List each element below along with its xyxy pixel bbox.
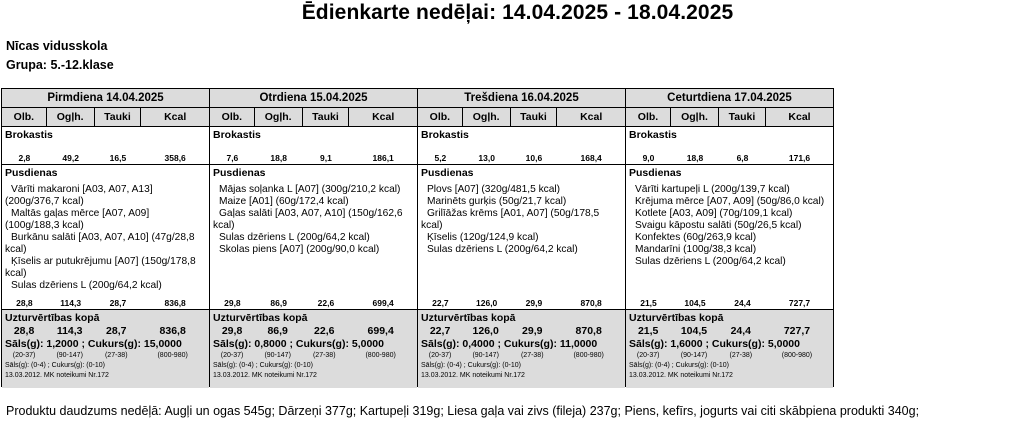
lunch-totals bbox=[2, 298, 209, 309]
list-item: Plovs [A07] (320g/481,5 kcal) bbox=[427, 184, 561, 195]
value-fat: 16,5 bbox=[109, 153, 127, 163]
col-kcal: Kcal bbox=[164, 111, 187, 123]
breakfast-totals bbox=[626, 153, 833, 164]
nutrition-summary bbox=[626, 310, 833, 388]
lunch-label: Pusdienas bbox=[213, 167, 266, 179]
day-column bbox=[626, 89, 833, 386]
weekly-products-summary: Produktu daudzums nedēļā: Augļi un ogas 545g; Dārzeņi 377g; Kartupeļi 319g; Liesa gaļa vai zivs (fileja) 237g; Piens, kefīrs, jogurts vai citi skābpiena produkti 340g; bbox=[6, 404, 920, 418]
value-protein: 29,8 bbox=[224, 298, 241, 308]
group-label: Grupa: 5.-12.klase bbox=[6, 58, 114, 72]
day-header: Pirmdiena 14.04.2025 bbox=[2, 89, 209, 108]
value-kcal: 727,7 bbox=[783, 325, 811, 337]
nutrition-summary bbox=[2, 310, 209, 388]
col-carbs: Ogļh. bbox=[671, 108, 719, 126]
summary-title: Uzturvērtības kopā bbox=[629, 312, 724, 324]
lunch-totals bbox=[626, 298, 833, 309]
summary-title: Uzturvērtības kopā bbox=[213, 312, 308, 324]
value-carbs: 13,0 bbox=[478, 153, 495, 163]
col-protein: Olb. bbox=[210, 108, 255, 126]
regulation-note: 13.03.2012. MK noteikumi Nr.172 bbox=[5, 372, 109, 379]
lunch-totals bbox=[210, 298, 417, 309]
menu-grid bbox=[1, 88, 834, 387]
list-item: Ķīselis (120g/124,9 kcal) bbox=[427, 232, 539, 243]
list-item: Krējuma mērce [A07, A09] (50g/86,0 kcal) bbox=[635, 196, 825, 207]
column-headers bbox=[210, 108, 417, 127]
norm-ranges bbox=[210, 351, 414, 361]
breakfast-section bbox=[418, 127, 625, 165]
norm-ranges bbox=[626, 351, 830, 361]
list-item: Kotlete [A03, A09] (70g/109,1 kcal) bbox=[635, 208, 793, 219]
value-protein: 9,0 bbox=[642, 153, 655, 163]
range-carbs: (90-147) bbox=[680, 352, 708, 359]
value-kcal: 836,8 bbox=[164, 298, 186, 308]
salt-sugar: Sāls(g): 0,4000 ; Cukurs(g): 11,0000 bbox=[421, 338, 598, 350]
value-protein: 21,5 bbox=[637, 325, 659, 337]
value-fat: 28,7 bbox=[106, 325, 127, 337]
breakfast-section bbox=[210, 127, 417, 165]
salt-sugar: Sāls(g): 1,6000 ; Cukurs(g): 5,0000 bbox=[629, 338, 800, 350]
breakfast-section bbox=[626, 127, 833, 165]
salt-sugar: Sāls(g): 0,8000 ; Cukurs(g): 5,0000 bbox=[213, 338, 384, 350]
day-totals bbox=[210, 325, 414, 338]
breakfast-section bbox=[2, 127, 209, 165]
col-fat: Tauki bbox=[719, 108, 766, 126]
value-protein: 21,5 bbox=[640, 298, 657, 308]
value-fat: 10,6 bbox=[525, 153, 543, 163]
col-kcal: Kcal bbox=[372, 111, 395, 123]
breakfast-label: Brokastis bbox=[213, 129, 261, 141]
value-fat: 22,6 bbox=[317, 298, 335, 308]
range-carbs: (90-147) bbox=[264, 352, 291, 359]
value-carbs: 86,9 bbox=[267, 325, 288, 337]
day-column bbox=[418, 89, 626, 386]
col-fat: Tauki bbox=[95, 108, 142, 126]
school-name: Nīcas vidusskola bbox=[6, 39, 108, 53]
value-carbs: 18,8 bbox=[270, 153, 287, 163]
range-carbs: (90-147) bbox=[472, 352, 499, 359]
value-fat: 24,4 bbox=[734, 298, 751, 308]
breakfast-totals bbox=[2, 153, 209, 164]
col-kcal: Kcal bbox=[788, 111, 811, 123]
col-protein: Olb. bbox=[2, 108, 47, 126]
list-item: Sulas dzēriens L (200g/64,2 kcal) bbox=[635, 256, 786, 267]
lunch-label: Pusdienas bbox=[629, 167, 682, 179]
range-carbs: (90-147) bbox=[56, 352, 83, 359]
lunch-items bbox=[2, 180, 209, 298]
list-item: Skolas piens [A07] (200g/90,0 kcal) bbox=[219, 244, 380, 255]
summary-title: Uzturvērtības kopā bbox=[421, 312, 516, 324]
col-protein: Olb. bbox=[418, 108, 463, 126]
list-item: Ķīselis ar putukrējumu [A07] (150g/178,8 kcal) bbox=[5, 256, 196, 279]
list-item: Maize [A01] (60g/172,4 kcal) bbox=[219, 196, 349, 207]
column-headers bbox=[418, 108, 625, 127]
list-item: Mandarīni (100g/38,3 kcal) bbox=[635, 244, 757, 255]
page-title: Ēdienkarte nedēļai: 14.04.2025 - 18.04.2025 bbox=[301, 1, 734, 24]
range-fat: (27-38) bbox=[104, 352, 128, 359]
col-fat: Tauki bbox=[511, 108, 558, 126]
day-header: Ceturtdiena 17.04.2025 bbox=[626, 89, 833, 108]
list-item: Grilīāžas krēms [A01, A07] (50g/178,5 kcal) bbox=[421, 208, 600, 231]
salt-sugar: Sāls(g): 1,2000 ; Cukurs(g): 15,0000 bbox=[5, 338, 182, 350]
day-totals bbox=[2, 325, 206, 338]
value-protein: 22,7 bbox=[429, 325, 451, 337]
nutrition-summary bbox=[418, 310, 625, 388]
lunch-totals bbox=[418, 298, 625, 309]
lunch-items bbox=[626, 180, 833, 298]
col-protein: Olb. bbox=[626, 108, 671, 126]
value-kcal: 358,6 bbox=[164, 153, 186, 163]
value-carbs: 104,5 bbox=[684, 298, 706, 308]
breakfast-label: Brokastis bbox=[5, 129, 53, 141]
column-headers bbox=[626, 108, 833, 127]
lunch-label: Pusdienas bbox=[421, 167, 474, 179]
value-kcal: 727,7 bbox=[788, 298, 811, 308]
salt-sugar-limits: Sāls(g): (0-4) ; Cukurs(g): (0-10) bbox=[5, 362, 105, 369]
value-protein: 29,8 bbox=[221, 325, 243, 337]
lunch-section bbox=[626, 165, 833, 310]
value-fat: 24,4 bbox=[730, 325, 752, 337]
range-protein: (20-37) bbox=[220, 352, 244, 359]
lunch-section bbox=[2, 165, 209, 310]
day-column bbox=[210, 89, 418, 386]
value-carbs: 104,5 bbox=[680, 325, 708, 337]
range-kcal: (800-980) bbox=[573, 352, 604, 359]
lunch-section bbox=[418, 165, 625, 310]
value-protein: 28,8 bbox=[13, 325, 35, 337]
col-carbs: Ogļh. bbox=[255, 108, 303, 126]
range-kcal: (800-980) bbox=[157, 352, 188, 359]
value-fat: 6,8 bbox=[736, 153, 749, 163]
value-kcal: 168,4 bbox=[580, 153, 602, 163]
value-fat: 28,7 bbox=[109, 298, 127, 308]
range-fat: (27-38) bbox=[312, 352, 336, 359]
value-fat: 9,1 bbox=[320, 153, 332, 163]
list-item: Vārīti makaroni [A03, A07, A13] (200g/376,7 kcal) bbox=[5, 184, 153, 207]
regulation-note: 13.03.2012. MK noteikumi Nr.172 bbox=[213, 372, 317, 379]
value-carbs: 114,3 bbox=[56, 325, 83, 337]
value-kcal: 836,8 bbox=[159, 325, 186, 337]
breakfast-label: Brokastis bbox=[421, 129, 469, 141]
day-header: Otrdiena 15.04.2025 bbox=[210, 89, 417, 108]
col-fat: Tauki bbox=[303, 108, 350, 126]
salt-sugar-limits: Sāls(g): (0-4) ; Cukurs(g): (0-10) bbox=[213, 362, 313, 369]
list-item: Marinēts gurķis (50g/21,7 kcal) bbox=[427, 196, 567, 207]
breakfast-totals bbox=[418, 153, 625, 164]
salt-sugar-limits: Sāls(g): (0-4) ; Cukurs(g): (0-10) bbox=[421, 362, 521, 369]
day-totals bbox=[626, 325, 830, 338]
day-column bbox=[2, 89, 210, 386]
lunch-items bbox=[210, 180, 417, 298]
value-kcal: 699,4 bbox=[367, 325, 394, 337]
col-kcal: Kcal bbox=[580, 111, 603, 123]
salt-sugar-limits: Sāls(g): (0-4) ; Cukurs(g): (0-10) bbox=[629, 362, 729, 369]
range-kcal: (800-980) bbox=[781, 352, 813, 359]
value-kcal: 699,4 bbox=[372, 298, 394, 308]
value-protein: 22,7 bbox=[432, 298, 449, 308]
value-protein: 2,8 bbox=[18, 153, 31, 163]
list-item: Sulas dzēriens L (200g/64,2 kcal) bbox=[11, 280, 162, 291]
list-item: Maltās gaļas mērce [A07, A09] (100g/188,3 kcal) bbox=[5, 208, 150, 231]
list-item: Konfektes (60g/263,9 kcal) bbox=[635, 232, 757, 243]
col-carbs: Ogļh. bbox=[463, 108, 511, 126]
day-header: Trešdiena 16.04.2025 bbox=[418, 89, 625, 108]
value-carbs: 114,3 bbox=[60, 298, 82, 308]
value-kcal: 171,6 bbox=[788, 153, 811, 163]
list-item: Svaigu kāpostu salāti (50g/26,5 kcal) bbox=[635, 220, 802, 231]
col-carbs: Ogļh. bbox=[47, 108, 95, 126]
day-totals bbox=[418, 325, 622, 338]
regulation-note: 13.03.2012. MK noteikumi Nr.172 bbox=[421, 372, 525, 379]
value-carbs: 126,0 bbox=[472, 325, 499, 337]
value-protein: 7,6 bbox=[226, 153, 239, 163]
list-item: Vārīti kartupeļi L (200g/139,7 kcal) bbox=[635, 184, 790, 195]
range-protein: (20-37) bbox=[636, 352, 660, 359]
range-protein: (20-37) bbox=[12, 352, 36, 359]
lunch-label: Pusdienas bbox=[5, 167, 58, 179]
lunch-items bbox=[418, 180, 625, 298]
list-item: Sulas dzēriens L (200g/64,2 kcal) bbox=[427, 244, 578, 255]
range-protein: (20-37) bbox=[428, 352, 452, 359]
list-item: Burkānu salāti [A03, A07, A10] (47g/28,8 kcal) bbox=[5, 232, 195, 255]
summary-title: Uzturvērtības kopā bbox=[5, 312, 100, 324]
value-kcal: 870,8 bbox=[575, 325, 602, 337]
breakfast-totals bbox=[210, 153, 417, 164]
range-kcal: (800-980) bbox=[365, 352, 396, 359]
value-fat: 29,9 bbox=[522, 325, 543, 337]
norm-ranges bbox=[418, 351, 622, 361]
value-fat: 22,6 bbox=[314, 325, 335, 337]
breakfast-label: Brokastis bbox=[629, 129, 677, 141]
value-protein: 5,2 bbox=[434, 153, 447, 163]
range-fat: (27-38) bbox=[729, 352, 753, 359]
list-item: Sulas dzēriens L (200g/64,2 kcal) bbox=[219, 232, 370, 243]
norm-ranges bbox=[2, 351, 206, 361]
value-protein: 28,8 bbox=[16, 298, 33, 308]
column-headers bbox=[2, 108, 209, 127]
value-kcal: 870,8 bbox=[580, 298, 602, 308]
list-item: Gaļas salāti [A03, A07, A10] (150g/162,6 kcal) bbox=[213, 208, 403, 231]
value-kcal: 186,1 bbox=[372, 153, 394, 163]
list-item: Mājas soļanka L [A07] (300g/210,2 kcal) bbox=[219, 184, 401, 195]
lunch-section bbox=[210, 165, 417, 310]
nutrition-summary bbox=[210, 310, 417, 388]
value-carbs: 49,2 bbox=[62, 153, 79, 163]
value-carbs: 86,9 bbox=[270, 298, 287, 308]
value-carbs: 126,0 bbox=[476, 298, 498, 308]
regulation-note: 13.03.2012. MK noteikumi Nr.172 bbox=[629, 372, 733, 379]
range-fat: (27-38) bbox=[520, 352, 544, 359]
value-fat: 29,9 bbox=[525, 298, 543, 308]
value-carbs: 18,8 bbox=[686, 153, 704, 163]
